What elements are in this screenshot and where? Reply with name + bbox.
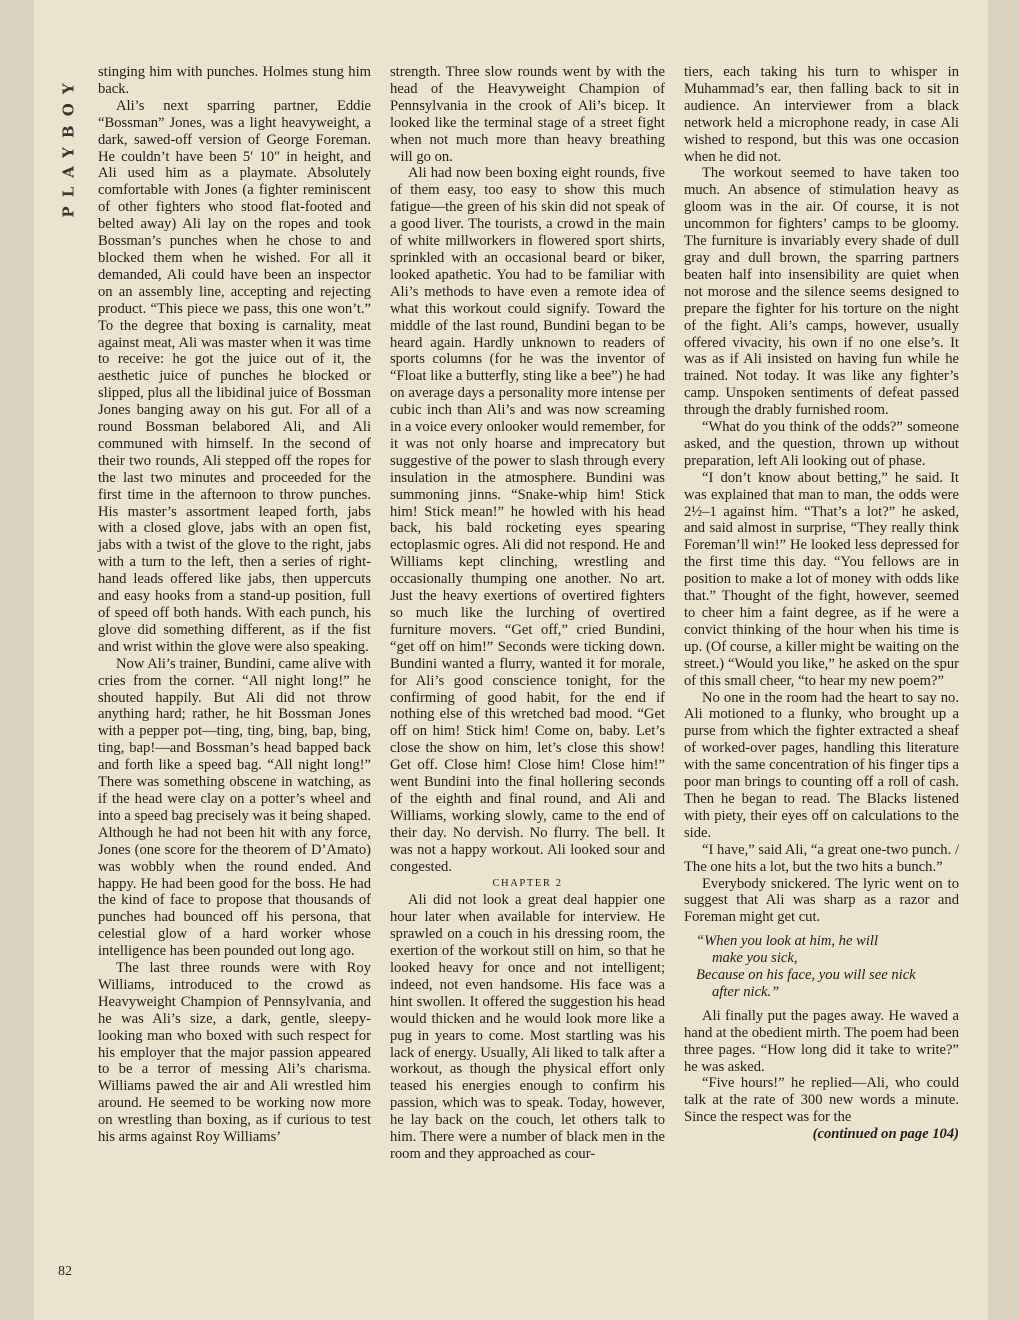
- masthead: [58, 66, 80, 226]
- paragraph: The workout seemed to have taken too much. An absence of stimulation heavy as gloom was in the air. Of course, it is not uncommon for fighters’ camps to be gloomy. The furniture is invariably every shade of dull gray and dull brown, the sparring partners beaten half into insensibility are quiet when not morose and the silence seems designed to prepare the fighter for his torture on the night of the fight. Ali’s camps, however, usually offered vivacity, his own if no one else’s. It was as if Ali insisted on having fun while he trained. Not today. It was like any fighter’s camp. Unspoken sentiments of defeat passed through the drably furnished room.: [684, 165, 959, 419]
- column-1: [98, 64, 371, 1146]
- paragraph: Ali did not look a great deal happier one hour later when available for interview. He sprawled on a couch in his dressing room, the exertion of the workout still on him, so that he looked heavy for once and not intelligent; indeed, not even handsome. His face was a hint swollen. It offered the suggestion his head would thicken and he would look more like a pug in years to come. Most startling was his lack of energy. Usually, Ali liked to talk after a workout, as though the physical effort only teased his energies enough to confirm his passion, which was to speak. Today, however, he lay back on the couch, let others talk to him. There were a number of black men in the room and they approached as cour-: [390, 892, 665, 1162]
- paragraph: strength. Three slow rounds went by with the head of the Heavyweight Champion of Pennsylvania in the crook of Ali’s bicep. It looked like the terminal stage of a street fight when not much more than heavy breathing will go on.: [390, 64, 665, 165]
- paragraph: No one in the room had the heart to say no. Ali motioned to a flunky, who brought up a purse from which the fighter extracted a sheaf of worked-over pages, handling this literature with the same concentration of his finger tips a poor man brings to counting off a roll of cash. Then he began to read. The Blacks listened with piety, their eyes off on calculations to the side.: [684, 689, 959, 841]
- page-number: 82: [58, 1264, 72, 1279]
- paragraph: “What do you think of the odds?” someone asked, and the question, thrown up without preparation, left Ali looking out of phase.: [684, 419, 959, 469]
- paragraph: “I don’t know about betting,” he said. It was explained that man to man, the odds were 2½–1 against him. “That’s a lot?” he asked, and said almost in surprise, “They really think Foreman’ll win!” He looked less depressed for the first time this day. “You fellows are in position to make a lot of money with odds like that.” Thought of the fight, however, seemed to cheer him a faint degree, as if he were a convict thinking of the hour when his time is up. (Of course, a killer might be waiting on the street.) “Would you like,” he asked on the spur of this small cheer, “to hear my new poem?”: [684, 469, 959, 689]
- paragraph: Ali had now been boxing eight rounds, five of them easy, too easy to show this much fatigue—the green of his skin did not speak of a good liver. The tourists, a crowd in the main of white millworkers in flowered sport shirts, sprinkled with an occasional beard or biker, looked apathetic. You had to be familiar with Ali’s methods to have even a remote idea of what this workout could signify. Toward the middle of the last round, Bundini began to be heard again. Hardly unknown to readers of sports columns (for he was the inventor of “Float like a butterfly, sting like a bee”) he had on average days a personality more intense per cubic inch than Ali’s and was now screaming in a voice every onlooker would remember, for it was not only hoarse and imprecatory but suggestive of the power to slash through every insulation in the atmosphere. Bundini was summoning jinns. “Snake-whip him! Stick him! Stick mean!” he howled with his head back, his bald rocketing eyes spearing ectoplasmic ogres. Ali did not respond. He and Williams kept clinching, wrestling and occasionally thumping one another. No art. Just the heavy exertions of overtired fighters so much like the lurching of overtired furniture movers. “Get off,” cried Bundini, “get off on him!” Seconds were ticking down. Bundini wanted a flurry, wanted it for morale, for Ali’s good conscience tonight, for the confirming of good habit, for the end if nothing else of this wretched bad mood. “Get off on him! Stick him! Come on, baby. Let’s close the show on him, let’s close this show! Get off. Close him! Close him! Close him!” went Bundini into the final hollering seconds of the eighth and final round, and Ali and Williams, working slowly, came to the end of their day. No dervish. No flurry. The bell. It was not a happy workout. Ali looked sour and congested.: [390, 165, 665, 875]
- paragraph: stinging him with punches. Holmes stung him back.: [98, 64, 371, 97]
- paragraph: The last three rounds were with Roy Williams, introduced to the crowd as Heavyweight Champion of Pennsylvania, and he was Ali’s size, a dark, gentle, sleepy-looking man who boxed with such respect for his employer that the major passion appeared to be a terror of messing Ali’s charisma. Williams pawed the air and Ali wrestled him around. He seemed to be working now more on wrestling than boxing, as if curious to test his arms against Roy Williams’: [98, 960, 371, 1146]
- paragraph: “Five hours!” he replied—Ali, who could talk at the rate of 300 new words a minute. Since the respect was for the: [684, 1075, 959, 1126]
- verse-line: after nick.”: [712, 983, 780, 1000]
- chapter-heading: CHAPTER 2: [492, 877, 563, 889]
- paragraph: tiers, each taking his turn to whisper in Muhammad’s ear, then falling back to sit in audience. An interviewer from a black network held a microphone ready, in case Ali wished to respond, but this was one occasion when he did not.: [684, 64, 959, 165]
- paragraph: Everybody snickered. The lyric went on to suggest that Ali was sharp as a razor and Foreman might get cut.: [684, 875, 959, 926]
- paragraph: Now Ali’s trainer, Bundini, came alive with cries from the corner. “All night long!” he shouted happily. But Ali did not throw anything hard; rather, he hit Bossman Jones with a pepper pot—ting, ting, bing, bap, bing, ting, bap!—and Bossman’s head bapped back and forth like a speed bag. “All night long!” There was something obscene in watching, as if the head were clay on a potter’s wheel and into a speed bag precisely was it being shaped. Although he had not been hit with any force, Jones (one score for the theorem of D’Amato) was wobbly when the round ended. And happy. He had been good for the boss. He had the kind of face to propose that thousands of punches had bounced off his persona, that celestial glow of a hard worker whose intelligence has been pounded out long ago.: [98, 655, 371, 960]
- verse-line: Because on his face, you will see nick: [696, 967, 916, 984]
- poem-verse: [684, 933, 959, 1001]
- column-2: [390, 64, 665, 1163]
- column-3: [684, 64, 959, 1143]
- masthead-text: PLAYBOY: [60, 74, 78, 218]
- paragraph: Ali finally put the pages away. He waved a hand at the obedient mirth. The poem had been three pages. “How long did it take to write?” he was asked.: [684, 1007, 959, 1075]
- verse-line: “When you look at him, he will: [696, 933, 878, 950]
- paragraph: Ali’s next sparring partner, Eddie “Bossman” Jones, was a light heavyweight, a dark, sawed-off version of George Foreman. He couldn’t have been 5′ 10″ in height, and Ali used him as a playmate. Absolutely comfortable with Jones (a fighter reminiscent of other fighters who stood flat-footed and belted away) Ali lay on the ropes and took Bossman’s punches when he chose to and blocked them when he wished. For all it demanded, Ali could have been an inspector on an assembly line, accepting and rejecting product. “This piece we pass, this one won’t.” To the degree that boxing is carnality, meat against meat, Ali was master when it was time to receive: he got the juice out of it, the aesthetic juice of punches he blocked or slipped, plus all the libidinal juice of Bossman Jones banging away on his gut. For all of a round Bossman belabored Ali, and Ali communed with himself. In the second of their two rounds, Ali stepped off the ropes for the last two minutes and proceeded for the first time in the afternoon to throw punches. His master’s assortment leaped forth, jabs with a closed glove, jabs with an open fist, jabs with a twist of the glove to the right, jabs with a turn to the left, then a series of right-hand leads offered like jabs, then uppercuts and easy hooks from a stand-up position, full of speed off both hands. With each punch, his glove did something different, as if the fist and wrist within the glove were also speaking.: [98, 97, 371, 655]
- paragraph: “I have,” said Ali, “a great one-two punch. / The one hits a lot, but the two hits a bunch.”: [684, 841, 959, 875]
- continued-note: (continued on page 104): [812, 1126, 959, 1143]
- verse-line: make you sick,: [712, 950, 798, 967]
